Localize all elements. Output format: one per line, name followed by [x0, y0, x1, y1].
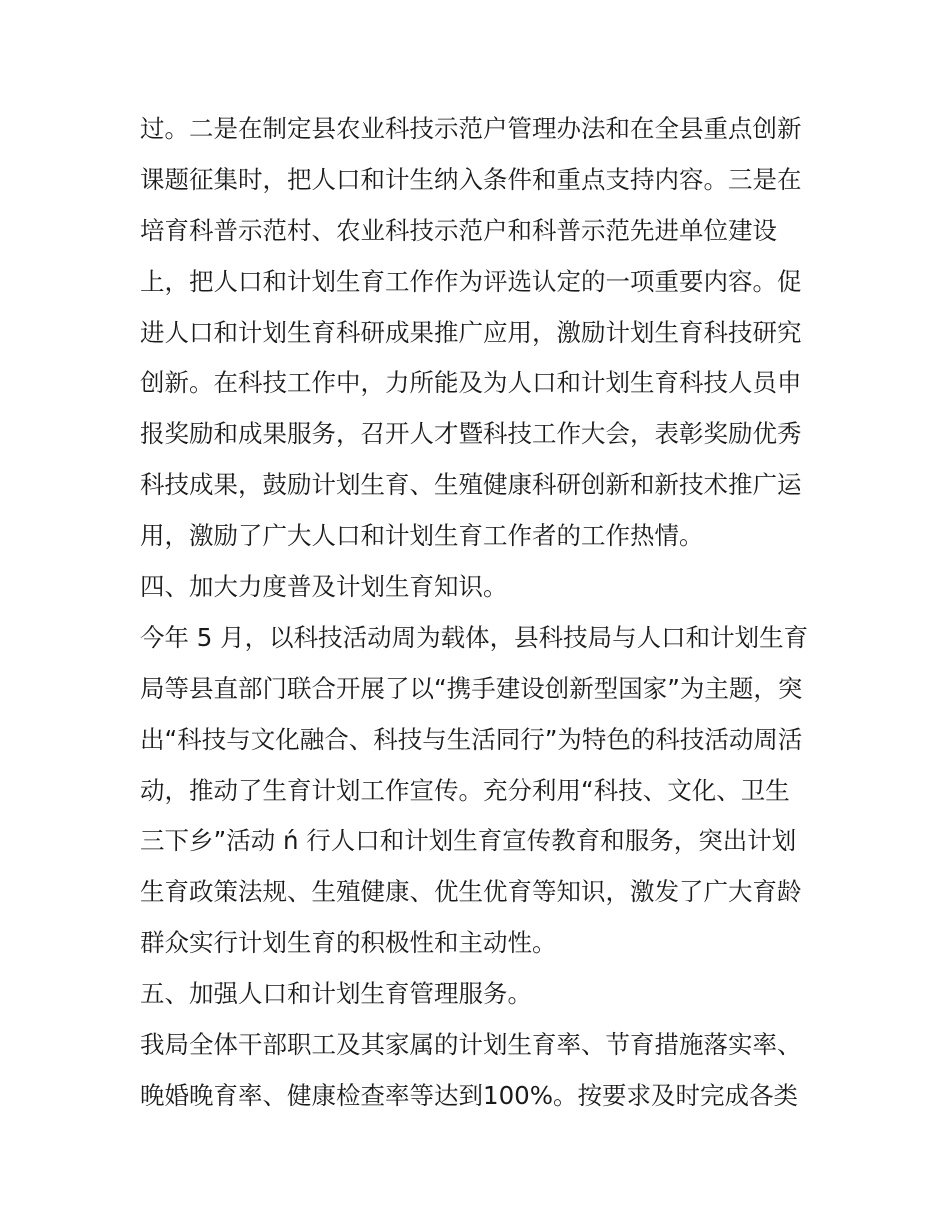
text-line: 培育科普示范村、农业科技示范户和科普示范先进单位建设: [140, 215, 777, 245]
text-line: 科技成果，鼓励计划生育、生殖健康科研创新和新技术推广运: [140, 470, 802, 500]
section-heading: 四、加大力度普及计划生育知识。: [140, 572, 508, 602]
text-line: 局等县直部门联合开展了以“携手建设创新型国家”为主题，突: [140, 673, 803, 703]
text-line: 今年 5 月，以科技活动周为载体，县科技局与人口和计划生育: [140, 622, 809, 652]
text-line: 出“科技与文化融合、科技与生活同行”为特色的科技活动周活: [140, 724, 803, 754]
text-line: 晚婚晚育率、健康检查率等达到100%。按要求及时完成各类: [140, 1080, 799, 1110]
text-line: 动，推动了生育计划工作宣传。充分利用“科技、文化、卫生: [140, 775, 790, 805]
section-heading: 五、加强人口和计划生育管理服务。: [140, 979, 532, 1009]
text-line: 用，激励了广大人口和计划生育工作者的工作热情。: [140, 521, 704, 551]
document-body: [140, 104, 820, 1122]
text-line: 创新。在科技工作中，力所能及为人口和计划生育科技人员申: [140, 368, 802, 398]
text-line: 三下乡”活动 ń 行人口和计划生育宣传教育和服务，突出计划: [140, 826, 797, 856]
text-line: 报奖励和成果服务，召开人才暨科技工作大会，表彰奖励优秀: [140, 419, 802, 449]
text-line: 课题征集时，把人口和计生纳入条件和重点支持内容。三是在: [140, 164, 802, 194]
text-line: 过。二是在制定县农业科技示范户管理办法和在全县重点创新: [140, 114, 802, 143]
text-line: 生育政策法规、生殖健康、优生优育等知识，激发了广大育龄: [140, 877, 802, 907]
text-line: 群众实行计划生育的积极性和主动性。: [140, 928, 557, 958]
text-line: 进人口和计划生育科研成果推广应用，激励计划生育科技研究: [140, 317, 802, 347]
text-line: 上，把人口和计划生育工作作为评选认定的一项重要内容。促: [140, 266, 802, 296]
text-line: 我局全体干部职工及其家属的计划生育率、节育措施落实率、: [140, 1030, 802, 1060]
